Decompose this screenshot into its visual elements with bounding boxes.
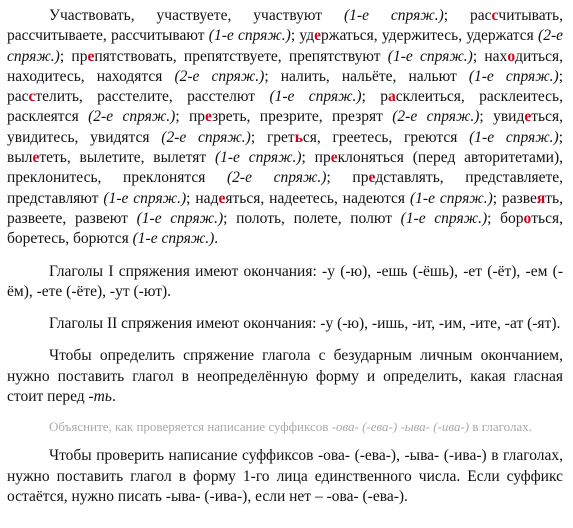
conjugation-2-endings: Глаголы II спряжения имеют окончания: -у (-ю), -ишь, -ит, -им, -ите, -ат (-ят). [49,315,561,333]
verb-accent-letter: е [330,149,338,167]
verb-text-rest: диться, находитесь, находятся [7,47,563,85]
verb-list-paragraph [7,6,563,250]
separator: ; [472,47,485,65]
conjugation-note: (1-е спряж.) [468,67,559,85]
verb-entry [236,210,500,227]
separator: ; [558,67,563,85]
conjugation-note: (1-е спряж.) [208,27,291,45]
conjugation-rule [7,346,563,407]
verb-accent-letter: е [524,108,532,126]
verb-entry [71,48,484,65]
verb-text: пр [314,149,331,167]
conjugation-1-endings: Глаголы I спряжения имеют окончания: -у (-ю), -ешь (-ёшь), -ет (-ёт), -ем (-ём), -ете (-ёте), -ут (-ют). [7,262,563,300]
verb-accent-letter: е [368,169,376,187]
conjugation-note: (2-е спряж.) [174,67,265,85]
verb-entry [267,129,563,146]
verb-text-rest: яться, надеетесь, надеются [225,189,411,207]
conjugation-note: (1-е спряж.) [400,209,488,227]
verb-accent-letter: ь [294,128,303,146]
verb-text-rest: клоняться (перед авторитетами), преклонитесь, преклонятся [7,149,563,187]
verb-text-rest: склеиться, расклеитесь, расклеятся [7,88,563,126]
verb-entry [7,88,380,105]
conjugation-note: (2-е спряж.) [88,108,176,126]
verb-accent-letter: е [32,149,40,167]
verb-text: грет [266,128,295,146]
separator: ; [487,209,501,227]
conjugation-note: (1-е спряж.) [410,189,493,207]
separator: ; [223,209,237,227]
verb-entry [49,7,470,24]
separator: ; [186,189,196,207]
exercise-question [7,419,563,435]
separator: ; [175,108,189,126]
verb-text-rest: телить, расстелите, расстелют [35,88,270,106]
verb-text: пр [352,169,369,187]
conjugation-note: (2-е спряж.) [7,27,563,65]
separator: ; [479,108,494,126]
verb-accent-letter: е [87,47,95,65]
exercise-question-suffixes: -ова- (-ева-) -ыва- (-ива-) [331,419,470,435]
suffix-rule: Чтобы проверить написание суффиксов -ова- (-ева-), -ыва- (-ива-) в глаголах, нужно поставить глагол в форму 1-го лица единственного числа. Если суффикс остаётся, нужно писать -ыва- (-ива-), если нет – -ова- (-ева-). [7,447,563,505]
verb-accent-letter: а [388,88,396,106]
verb-entry [7,149,315,166]
verb-accent-letter: е [314,27,321,45]
verb-text: р [380,88,389,106]
verb-text-rest: ржаться, удержитесь, удержатся [320,27,539,45]
separator: ; [264,67,281,85]
verb-text: полоть, полете, полют [236,209,401,227]
verb-text-rest: теть, вылетите, вылетят [39,149,215,167]
verb-text: уд [299,27,315,45]
verb-text: увид [493,108,525,126]
verb-text: бор [500,209,524,227]
exercise-question-end: в глаголах. [469,419,533,435]
separator: ; [59,47,72,65]
separator: ; [250,128,267,146]
separator: ; [443,7,470,24]
separator: . [214,230,219,248]
verb-text: разве [502,189,537,207]
textbook-page [7,6,563,507]
verb-text: налить, нальёте, нальют [280,67,469,85]
verb-text-rest: ть, развеете, развеют [7,189,563,227]
verb-text: над [195,189,219,207]
verb-accent-letter: с [28,88,36,106]
conjugation-note: (1-е спряж.) [103,189,187,207]
verb-text-rest: дставлять, представляете, представляют [7,169,564,207]
verb-text: выл [7,149,33,167]
verb-text: пр [189,108,206,126]
conjugation-note: (1-е спряж.) [469,128,559,146]
conjugation-note: (1-е спряж.) [387,47,473,65]
conjugation-note: (2-е спряж.) [161,128,251,146]
separator: ; [361,88,381,106]
verb-text-rest: зреть, презрите, презрят [211,108,393,126]
rule-end: . [111,388,116,406]
verb-text: пр [71,47,88,65]
conjugation-note: (1-е спряж.) [269,88,362,106]
verb-text: рас [470,7,492,24]
verb-accent-letter: о [507,47,516,65]
conjugation-note: (1-е спряж.) [136,209,224,227]
verb-entry [189,108,493,125]
verb-entry [195,190,502,207]
verb-text-rest: ться, увидитесь, увидятся [7,108,563,146]
verb-text-rest: ся, греетесь, греются [302,128,470,146]
conjugation-note: (2-е спряж.) [392,108,480,126]
separator: ; [558,128,564,146]
verb-accent-letter: с [491,7,499,24]
rule-suffix: -ть [88,388,112,406]
separator: ; [326,169,353,187]
exercise-question-text: Объясните, как проверяется написание суффиксов [49,419,332,435]
conjugation-note: (1-е спряж.) [214,149,302,167]
conjugation-note: (1-е спряж.) [344,7,444,24]
verb-text: нах [484,47,508,65]
conjugation-note: (1-е спряж.) [132,230,215,248]
separator: ; [492,189,502,207]
verb-accent-letter: о [523,209,532,227]
verb-accent-letter: е [205,108,212,126]
separator: ; [290,27,300,45]
verb-text: рас [7,88,29,106]
verb-text: Участвовать, участвуете, участвуют [49,7,344,24]
conjugation-note: (2-е спряж.) [227,169,327,187]
verb-text-rest: читывать, рассчитываете, рассчитывают [7,7,563,45]
separator: ; [301,149,315,167]
verb-text-rest: ться, боретесь, борются [7,209,563,248]
verb-accent-letter: я [536,189,546,207]
verb-entry [281,68,563,85]
conjugation-rule-text: Чтобы определить спряжение глагола с безударным личным окончанием, нужно поставить глагол в неопределённую форму и определить, какая гласная стоит перед [7,347,563,406]
verb-text-rest: пятствовать, препятствуете, препятствуют [94,47,388,65]
verb-accent-letter: е [218,189,226,207]
